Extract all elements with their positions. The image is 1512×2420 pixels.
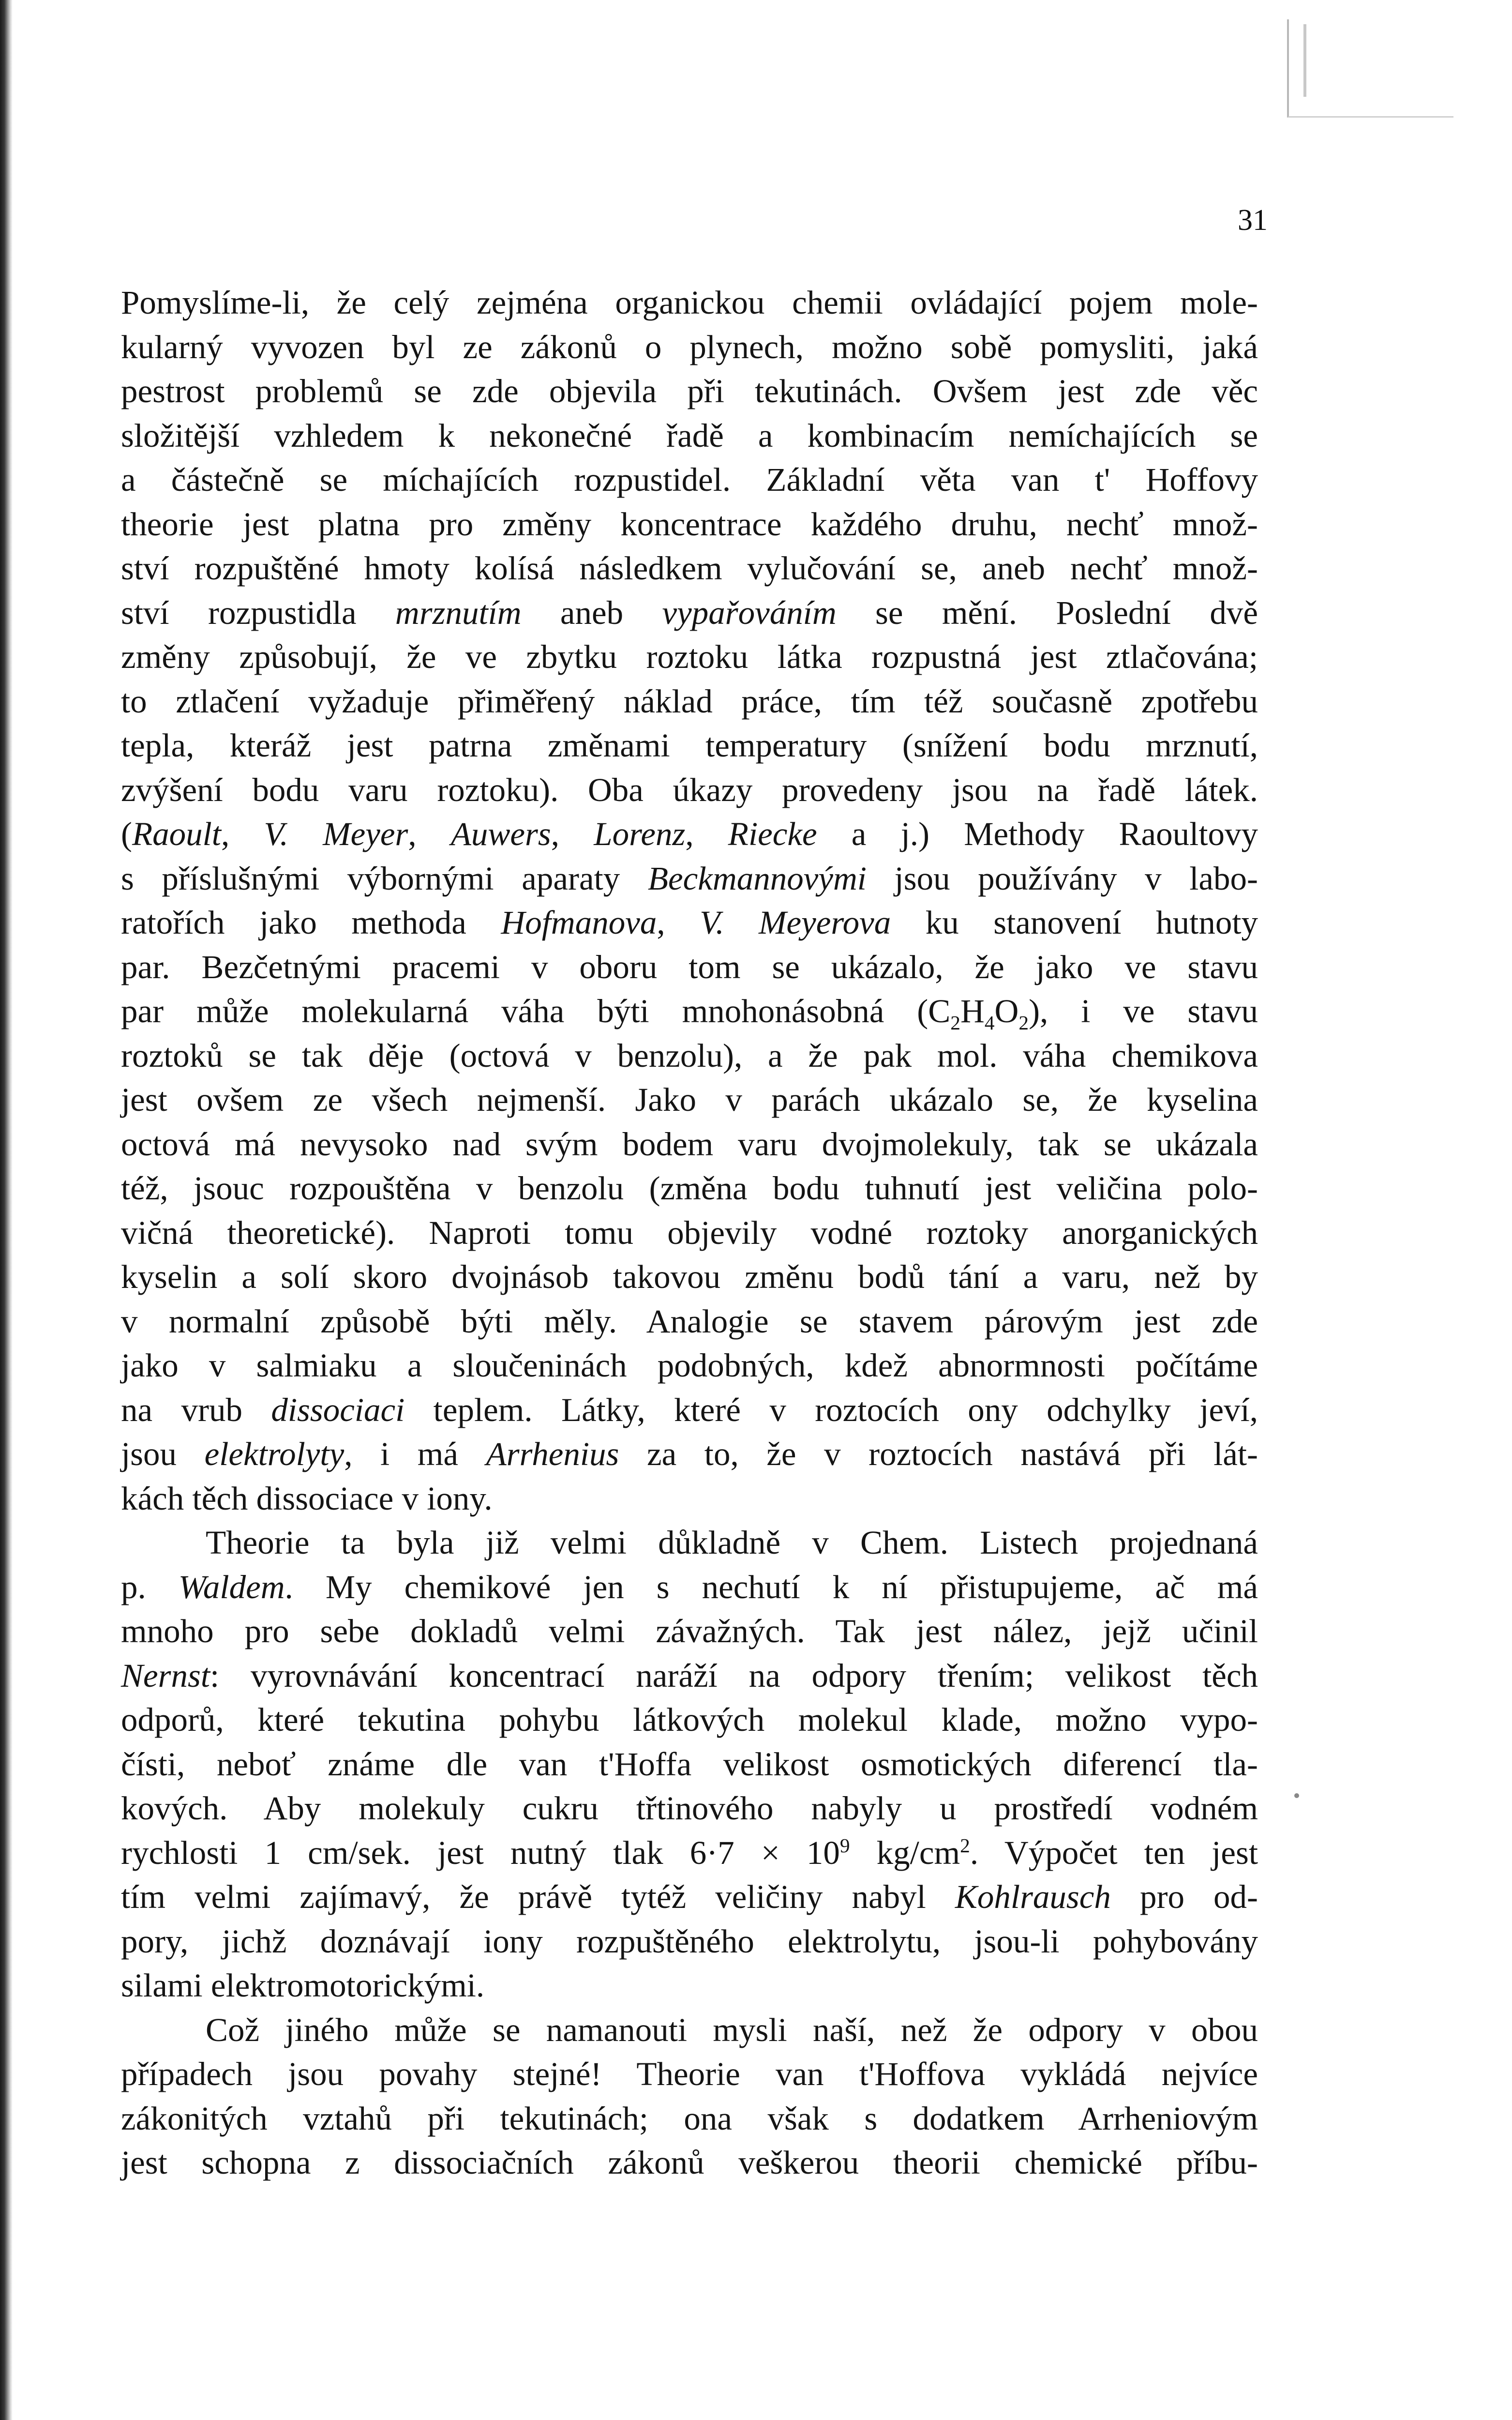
text-line: jako v salmiaku a sloučeninách podobných, kdež abnormnosti počítáme [121,1347,1258,1384]
scan-corner-mark [1287,19,1453,118]
text-line: pory, jichž doznávají iony rozpuštěného elektrolytu, jsou-li pohybovány [121,1922,1258,1960]
text-line: jsou elektrolyty, i má Arrhenius za to, že v roztocích nastává při lát- [121,1436,1258,1472]
text-line: ství rozpustidla mrznutím aneb vypařováním se mění. Poslední dvě [121,594,1258,631]
text-line: kularný vyvozen byl ze zákonů o plynech, možno sobě pomysliti, jaká [121,328,1258,365]
text-line: theorie jest platna pro změny koncentrace každého druhu, nechť množ- [121,505,1258,543]
text-line: pestrost problemů se zde objevila při tekutinách. Ovšem jest zde věc [121,373,1258,409]
scan-edge-shadow [0,0,13,2420]
text-line: tepla, kteráž jest patrna změnami temperatury (snížení bodu mrznutí, [121,727,1258,764]
text-line: Theorie ta byla již velmi důkladně v Chem. Listech projednaná [206,1524,1258,1561]
text-line: též, jsouc rozpouštěna v benzolu (změna bodu tuhnutí jest veličina polo- [121,1170,1258,1207]
text-line: vičná theoretické). Naproti tomu objevily vodné roztoky anorganických [121,1214,1258,1251]
text-line: to ztlačení vyžaduje přiměřený náklad práce, tím též současně zpotřebu [121,682,1258,720]
scan-speck [1294,1793,1299,1798]
text-line: rychlosti 1 cm/sek. jest nutný tlak $6\cdot 7 \times 10^9$ $kg/cm^2$. Výpočet ten jest [121,1834,1258,1871]
text-line: tím velmi zajímavý, že právě tytéž veličiny nabyl Kohlrausch pro od- [121,1878,1258,1915]
text-line: ství rozpuštěné hmoty kolísá následkem vylučování se, aneb nechť množ- [121,550,1258,587]
text-line: p. Waldem. My chemikové jen s nechutí k ní přistupujeme, ač má [121,1568,1258,1605]
text-line: odporů, které tekutina pohybu látkových molekul klade, možno vypo- [121,1701,1258,1738]
text-line: kových. Aby molekuly cukru třtinového nabyly u prostředí vodném [121,1790,1258,1827]
text-line: par může molekularná váha býti mnohonásobná $(C_2H_4O_2)$, i ve stavu [121,993,1258,1034]
text-line: ratořích jako methoda Hofmanova, V. Meyerova ku stanovení hutnoty [121,904,1258,941]
text-line: čísti, neboť známe dle van t'Hoffa velikost osmotických diferencí tla- [121,1745,1258,1783]
text-line: par. Bezčetnými pracemi v oboru tom se ukázalo, že jako ve stavu [121,948,1258,985]
text-line: na vrub dissociaci teplem. Látky, které v roztocích ony odchylky jeví, [121,1391,1258,1428]
text-line: složitější vzhledem k nekonečné řadě a kombinacím nemíchajících se [121,417,1258,454]
text-line: octová má nevysoko nad svým bodem varu dvojmolekuly, tak se ukázala [121,1125,1258,1163]
text-line: v normalní způsobě býti měly. Analogie se stavem párovým jest zde [121,1302,1258,1340]
page-number: 31 [1238,204,1268,237]
text-line: kyselin a solí skoro dvojnásob takovou změnu bodů tání a varu, než by [121,1258,1258,1295]
body-text [121,281,1258,2185]
text-line: jest ovšem ze všech nejmenší. Jako v parách ukázalo se, že kyselina [121,1081,1258,1118]
text-line: (Raoult, V. Meyer, Auwers, Lorenz, Riecke a j.) Methody Raoultovy [121,816,1258,852]
text-line: zvýšení bodu varu roztoku). Oba úkazy provedeny jsou na řadě látek. [121,771,1258,808]
text-line: a částečně se míchajících rozpustidel. Základní věta van t' Hoffovy [121,461,1258,498]
text-line: Což jiného může se namanouti mysli naší, než že odpory v obou [206,2011,1258,2048]
text-line: Pomyslíme-li, že celý zejména organickou chemii ovládající pojem mole- [121,284,1258,321]
text-line: mnoho pro sebe dokladů velmi závažných. Tak jest nález, jejž učinil [121,1613,1258,1649]
text-line: jest schopna z dissociačních zákonů veškerou theorii chemické příbu- [121,2144,1258,2181]
text-line: Nernst: vyrovnávání koncentrací naráží na odpory třením; velikost těch [121,1657,1258,1694]
text-line: případech jsou povahy stejné! Theorie van t'Hoffova vykládá nejvíce [121,2056,1258,2092]
text-line: kách těch dissociace v iony. [121,1480,493,1517]
text-line: zákonitých vztahů při tekutinách; ona však s dodatkem Arrheniovým [121,2100,1258,2137]
text-line: s příslušnými výbornými aparaty Beckmannovými jsou používány v labo- [121,860,1258,897]
text-line: změny způsobují, že ve zbytku roztoku látka rozpustná jest ztlačována; [121,638,1258,675]
text-line: silami elektromotorickými. [121,1967,485,2004]
text-line: roztoků se tak děje (octová v benzolu), a že pak mol. váha chemikova [121,1037,1258,1074]
